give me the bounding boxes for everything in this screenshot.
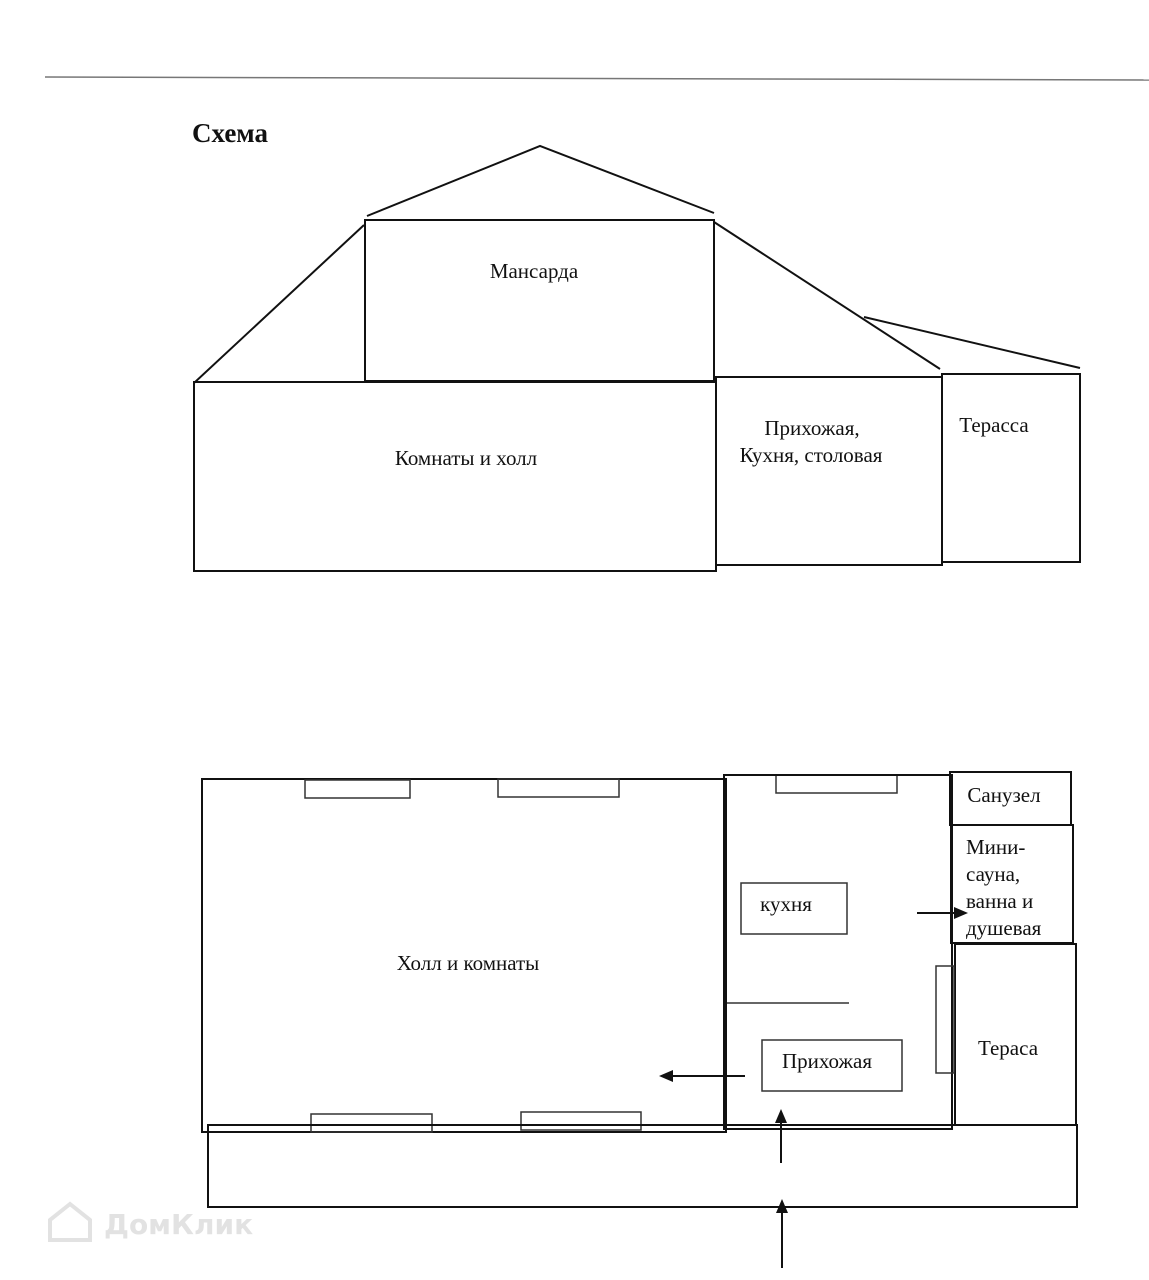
elevation-view (194, 146, 1080, 571)
arrow-entrance-outer (776, 1199, 788, 1268)
hallway-label: Прихожая (781, 1049, 873, 1073)
porch-strip (208, 1125, 1077, 1207)
sauna-label-line3: ванна и (966, 889, 1034, 913)
mansard-box (365, 220, 714, 381)
mansard-label: Мансарда (489, 259, 579, 283)
roof-peak (367, 146, 714, 216)
sauna-label-line1: Мини- (966, 835, 1026, 859)
sauna-label-line2: сауна, (966, 862, 1021, 886)
roof-right-slope (714, 222, 940, 369)
hallway-label-line1: Прихожая, (764, 416, 860, 440)
watermark-text: ДомКлик (104, 1208, 254, 1241)
arrow-entrance-inner (775, 1109, 787, 1163)
window-top-2 (498, 779, 619, 797)
bathroom-label: Санузел (967, 783, 1041, 807)
sauna-label-line4: душевая (966, 916, 1042, 940)
domclick-watermark (50, 1204, 253, 1241)
kitchen-hallway-area (724, 775, 952, 1129)
terrace-box (942, 374, 1080, 562)
rooms-hall-box (194, 382, 716, 571)
top-divider-line (45, 77, 1149, 80)
terrace-label: Терасса (959, 413, 1029, 437)
window-bottom-2 (521, 1112, 641, 1130)
window-bottom-1 (311, 1114, 432, 1132)
rooms-hall-label: Комнаты и холл (394, 446, 538, 470)
scheme-title: Схема (192, 118, 269, 148)
hallway-label-line2: Кухня, столовая (739, 443, 883, 467)
terrace-plan-label: Тераса (977, 1036, 1039, 1060)
house-logo-icon (50, 1204, 90, 1240)
arrow-to-sauna (917, 907, 968, 919)
hallway-kitchen-box (716, 377, 942, 565)
arrow-to-hall (659, 1070, 745, 1082)
hall-rooms-label: Холл и комнаты (396, 951, 540, 975)
floor-plan (202, 772, 1077, 1268)
terrace-plan-area (955, 944, 1076, 1125)
kitchen-label: кухня (760, 892, 812, 916)
roof-left-slope (194, 225, 364, 383)
window-top-3 (776, 775, 897, 793)
window-top-1 (305, 780, 410, 798)
terrace-roof-upper (864, 317, 1080, 368)
